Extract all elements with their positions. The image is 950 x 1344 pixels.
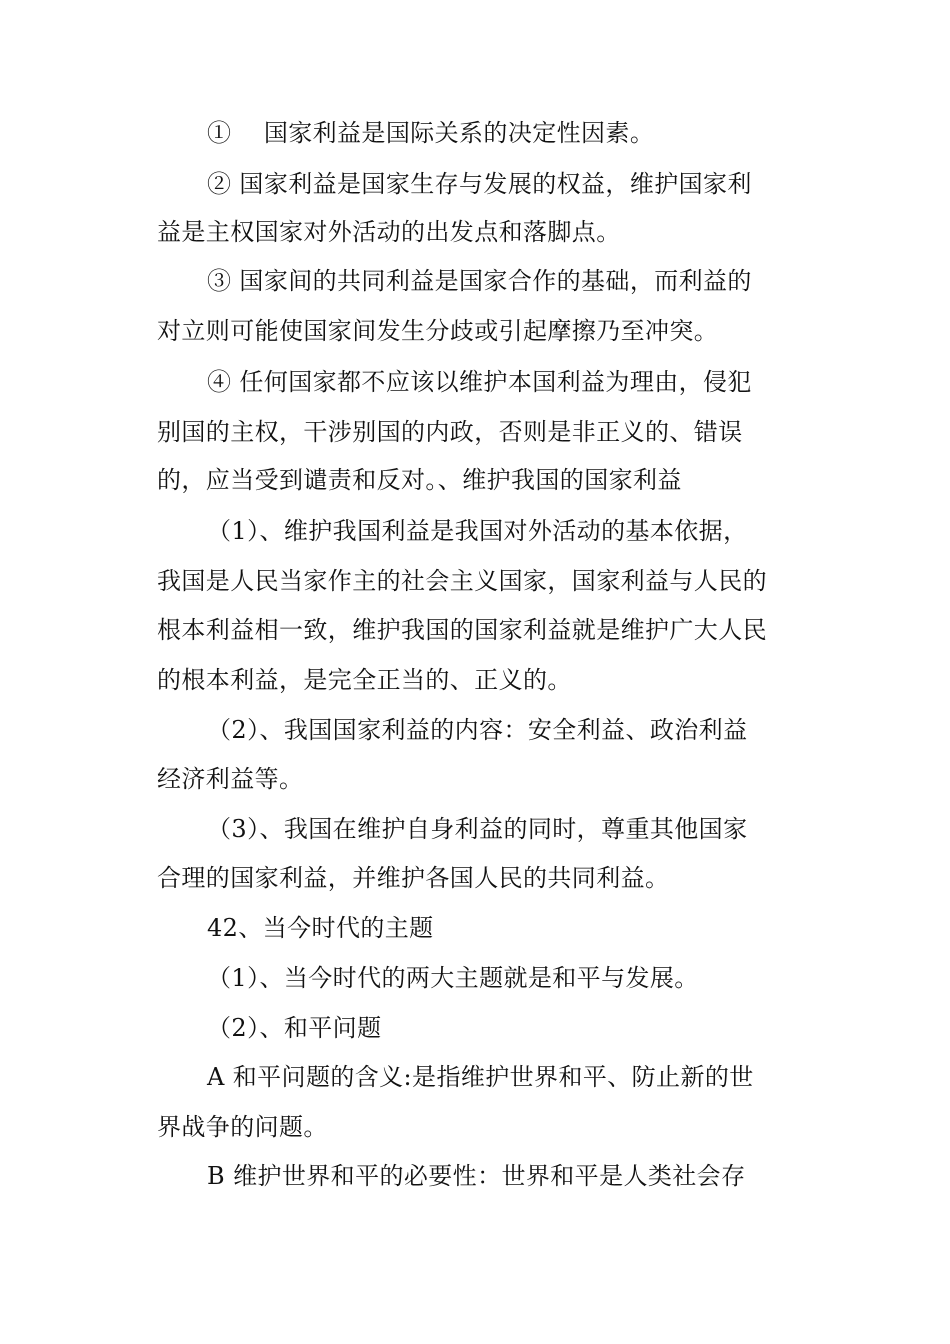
text-line-1: ① 国家利益是国际关系的决定性因素。 [207,119,655,147]
text-line-13: （2）、我国国家利益的内容：安全利益、政治利益 [207,716,748,744]
text-line-2: ② 国家利益是国家生存与发展的权益，维护国家利 [207,170,752,198]
text-line-17: 42、当今时代的主题 [207,914,434,942]
text-line-14: 经济利益等。 [157,765,304,793]
text-line-6: ④ 任何国家都不应该以维护本国利益为理由，侵犯 [207,368,752,396]
text-line-12: 的根本利益，是完全正当的、正义的。 [157,666,572,694]
text-line-15: （3）、我国在维护自身利益的同时，尊重其他国家 [207,815,748,843]
text-line-9: （1）、维护我国利益是我国对外活动的基本依据， [207,517,748,545]
text-line-16: 合理的国家利益，并维护各国人民的共同利益。 [157,864,670,892]
text-line-21: 界战争的问题。 [157,1113,328,1141]
text-line-22: B 维护世界和平的必要性：世界和平是人类社会存 [207,1162,746,1190]
text-line-5: 对立则可能使国家间发生分歧或引起摩擦乃至冲突。 [157,317,719,345]
text-line-11: 根本利益相一致，维护我国的国家利益就是维护广大人民 [157,616,767,644]
text-line-3: 益是主权国家对外活动的出发点和落脚点。 [157,218,621,246]
text-line-10: 我国是人民当家作主的社会主义国家，国家利益与人民的 [157,567,767,595]
text-line-8: 的，应当受到谴责和反对。、维护我国的国家利益 [157,466,682,494]
text-line-18: （1）、当今时代的两大主题就是和平与发展。 [207,964,699,992]
text-line-4: ③ 国家间的共同利益是国家合作的基础，而利益的 [207,267,752,295]
text-line-7: 别国的主权，干涉别国的内政，否则是非正义的、错误 [157,418,743,446]
text-line-20: A 和平问题的含义:是指维护世界和平、防止新的世 [207,1063,754,1091]
text-line-19: （2）、和平问题 [207,1014,382,1042]
